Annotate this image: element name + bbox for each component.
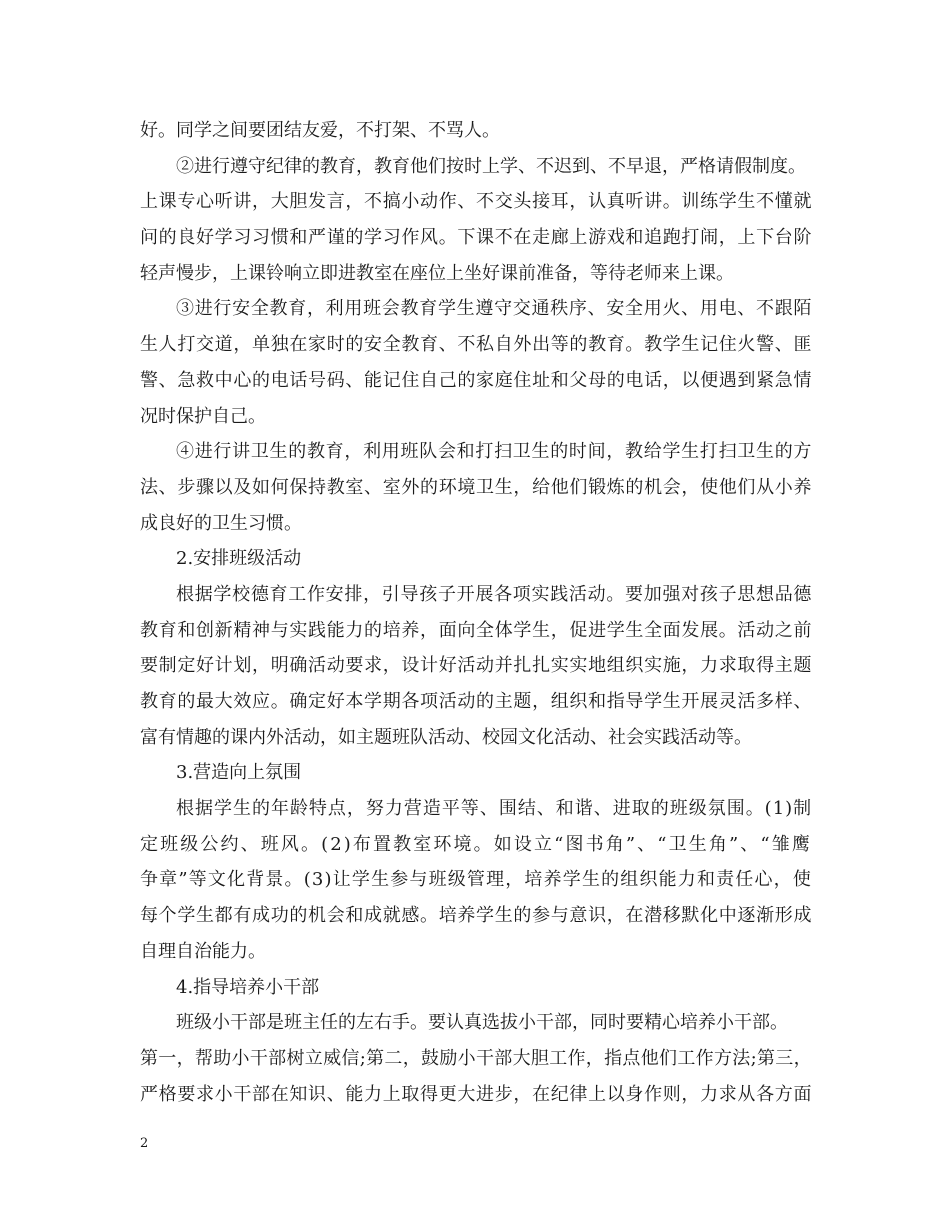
text-line: 警、急救中心的电话号码、能记住自己的家庭住址和父母的电话，以便遇到紧急情 [140,369,812,391]
text-line: 法、步骤以及如何保持教室、室外的环境卫生，给他们锻炼的机会，使他们从小养 [140,476,812,498]
text-line: 定班级公约、班风。(2)布置教室环境。如设立“图书角”、“卫生角”、“雏鹰 [140,833,812,855]
text-line: 4.指导培养小干部 [176,976,320,998]
text-line: 生人打交道，单独在家时的安全教育、不私自外出等的教育。教学生记住火警、匪 [140,334,812,356]
text-line: 好。同学之间要团结友爱，不打架、不骂人。 [140,120,500,141]
text-line: 根据学生的年龄特点，努力营造平等、围结、和谐、进取的班级氛围。(1)制 [176,798,812,820]
text-line: 争章”等文化背景。(3)让学生参与班级管理，培养学生的组织能力和责任心，使 [140,869,812,891]
text-line: 每个学生都有成功的机会和成就感。培养学生的参与意识，在潜移默化中逐渐形成 [140,905,812,927]
text-line: 上课专心听讲，大胆发言，不搞小动作、不交头接耳，认真听讲。训练学生不懂就 [140,191,812,213]
text-line: 根据学校德育工作安排，引导孩子开展各项实践活动。要加强对孩子思想品德 [176,583,812,605]
text-line: 教育和创新精神与实践能力的培养，面向全体学生，促进学生全面发展。活动之前 [140,619,812,641]
text-line: 第一，帮助小干部树立威信;第二，鼓励小干部大胆工作，指点他们工作方法;第三， [140,1047,812,1069]
text-line: 成良好的卫生习惯。 [140,512,302,534]
page-body-text [140,113,812,1112]
text-line: 要制定好计划，明确活动要求，设计好活动并扎扎实实地组织实施，力求取得主题 [140,655,812,677]
text-line: 严格要求小干部在知识、能力上取得更大进步，在纪律上以身作则，力求从各方面 [140,1083,812,1105]
page-number: 2 [140,1136,149,1151]
text-line: 自理自治能力。 [140,940,266,962]
text-line: 况时保护自己。 [140,405,266,427]
text-line: 班级小干部是班主任的左右手。要认真选拔小干部，同时要精心培养小干部。 [176,1012,788,1034]
text-line: ④进行讲卫生的教育，利用班队会和打扫卫生的时间，教给学生打扫卫生的方 [176,441,812,463]
text-line: ②进行遵守纪律的教育，教育他们按时上学、不迟到、不早退，严格请假制度。 [176,155,806,177]
text-line: ③进行安全教育，利用班会教育学生遵守交通秩序、安全用火、用电、不跟陌 [176,298,812,320]
text-line: 3.营造向上氛围 [176,762,302,784]
text-line: 2.安排班级活动 [176,548,302,570]
text-line: 教育的最大效应。确定好本学期各项活动的主题，组织和指导学生开展灵活多样、 [140,691,812,712]
text-line: 轻声慢步，上课铃响立即进教室在座位上坐好课前准备，等待老师来上课。 [140,262,734,284]
text-line: 富有情趣的课内外活动，如主题班队活动、校园文化活动、社会实践活动等。 [140,726,752,748]
text-line: 问的良好学习习惯和严谨的学习作风。下课不在走廊上游戏和追跑打闹，上下台阶 [140,227,812,249]
